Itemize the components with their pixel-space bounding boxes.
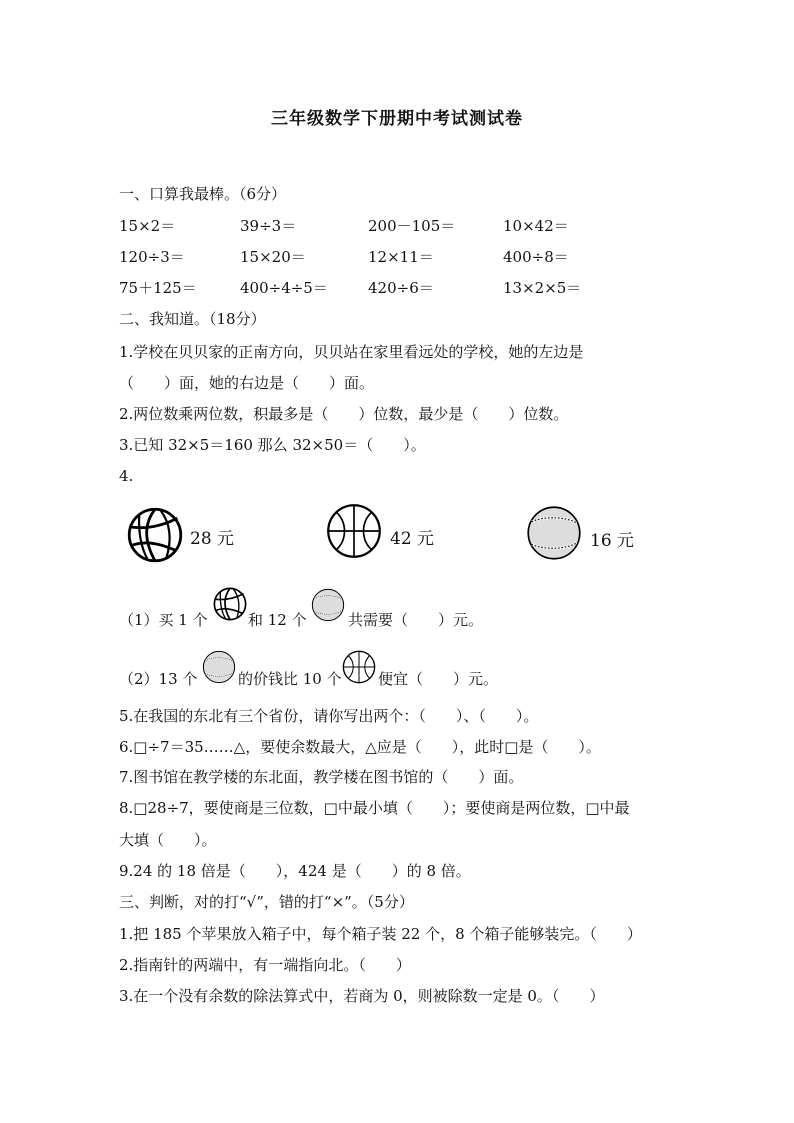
section3-heading: 三、判断，对的打“√”，错的打“×”。（5分） [119, 893, 414, 911]
judge-question-2: 2.指南针的两端中，有一端指向北。（ ） [119, 956, 411, 974]
section2-heading: 二、我知道。（18分） [119, 310, 266, 328]
baseball-icon [526, 505, 582, 561]
judge-question-3: 3.在一个没有余数的除法算式中，若商为 0，则被除数一定是 0。（ ） [119, 987, 605, 1005]
mental-math-item: 10×42＝ [503, 217, 569, 235]
question-6: 6.□÷7＝35……△，要使余数最大，△应是（ ），此时□是（ ）。 [119, 738, 601, 756]
question-1a: 1.学校在贝贝家的正南方向，贝贝站在家里看远处的学校，她的左边是 [119, 343, 584, 361]
section1-heading: 一、口算我最棒。（6分） [119, 185, 287, 203]
mental-math-item: 420÷6＝ [368, 279, 434, 297]
mental-math-item: 12×11＝ [368, 248, 434, 266]
question-4-2a: （2）13 个 [119, 670, 198, 688]
question-8a: 8.□28÷7，要使商是三位数，□中最小填（ ）；要使商是两位数，□中最 [119, 799, 630, 817]
volleyball-icon [127, 507, 183, 563]
question-4-1a: （1）买 1 个 [119, 611, 208, 629]
question-9: 9.24 的 18 倍是（ ），424 是（ ）的 8 倍。 [119, 862, 471, 880]
question-4-1c: 共需要（ ）元。 [348, 611, 484, 629]
question-4-2b: 的价钱比 10 个 [238, 670, 342, 688]
basketball-icon [342, 650, 376, 684]
mental-math-item: 400÷4÷5＝ [240, 279, 328, 297]
question-8b: 大填（ ）。 [119, 831, 217, 849]
basketball-price: 42 元 [390, 529, 435, 549]
volleyball-icon [213, 587, 247, 621]
judge-question-1: 1.把 185 个苹果放入箱子中，每个箱子装 22 个，8 个箱子能够装完。（ ） [119, 925, 642, 943]
page-title: 三年级数学下册期中考试测试卷 [271, 109, 523, 129]
mental-math-item: 39÷3＝ [240, 217, 297, 235]
question-4: 4. [119, 467, 134, 485]
mental-math-item: 13×2×5＝ [503, 279, 582, 297]
baseball-icon [202, 650, 236, 684]
basketball-icon [326, 503, 382, 559]
question-7: 7.图书馆在教学楼的东北面，教学楼在图书馆的（ ）面。 [119, 768, 524, 786]
mental-math-item: 15×2＝ [119, 217, 176, 235]
question-4-1b: 和 12 个 [248, 611, 307, 629]
question-1b: （ ）面，她的右边是（ ）面。 [119, 374, 375, 392]
mental-math-item: 120÷3＝ [119, 248, 185, 266]
baseball-price: 16 元 [590, 531, 635, 551]
volleyball-price: 28 元 [190, 529, 235, 549]
mental-math-item: 15×20＝ [240, 248, 306, 266]
baseball-icon [311, 588, 345, 622]
mental-math-item: 400÷8＝ [503, 248, 569, 266]
mental-math-item: 200－105＝ [368, 217, 456, 235]
question-5: 5.在我国的东北有三个省份，请你写出两个：（ ）、（ ）。 [119, 707, 539, 725]
question-4-2c: 便宜（ ）元。 [378, 670, 499, 688]
mental-math-item: 75＋125＝ [119, 279, 197, 297]
question-3: 3.已知 32×5＝160 那么 32×50＝（ ）。 [119, 436, 426, 454]
question-2: 2.两位数乘两位数，积最多是（ ）位数，最少是（ ）位数。 [119, 405, 569, 423]
